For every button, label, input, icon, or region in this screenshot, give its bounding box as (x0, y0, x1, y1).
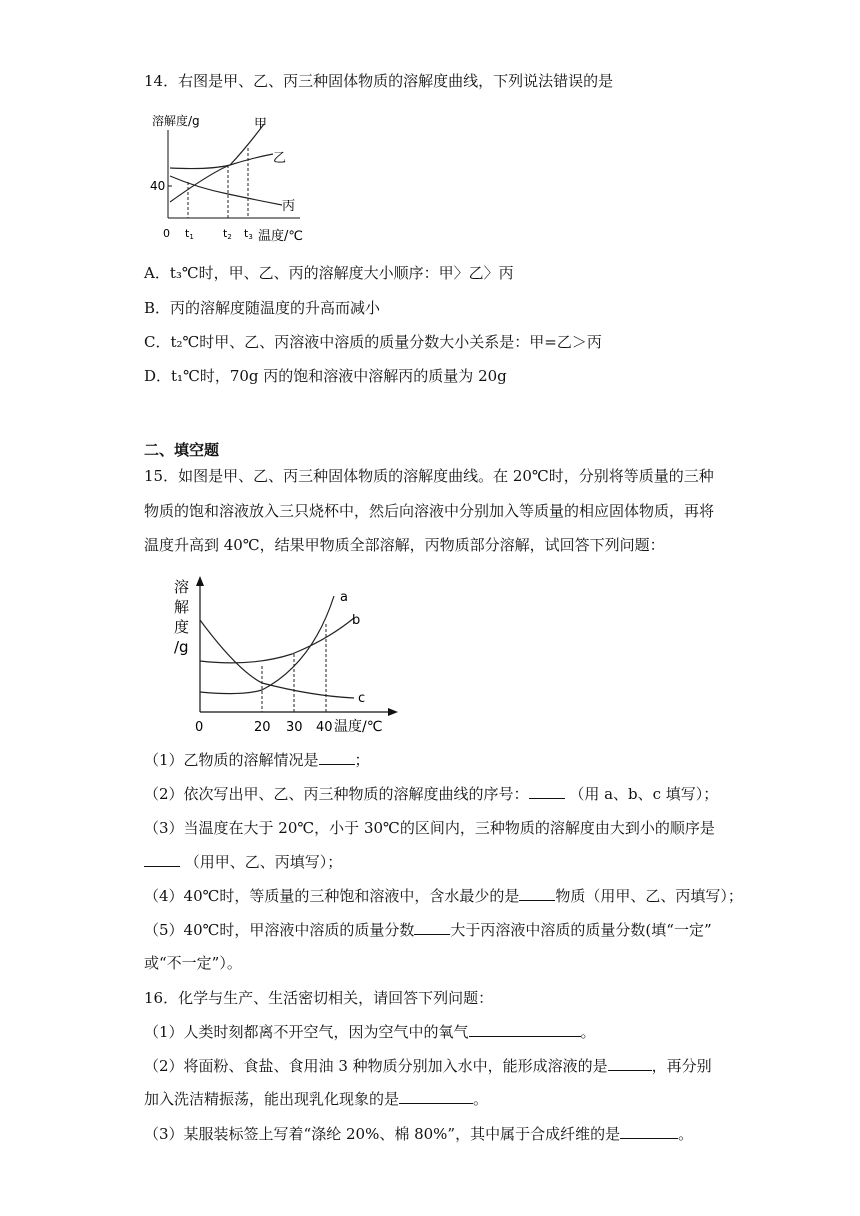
curve-c (200, 620, 354, 698)
answer-blank[interactable] (319, 750, 355, 765)
answer-blank[interactable] (144, 852, 180, 867)
answer-blank[interactable] (529, 784, 565, 799)
option-d: D．t₁℃时，70g 丙的饱和溶液中溶解丙的质量为 20g (144, 367, 507, 385)
x-tick-20: 20 (254, 720, 271, 735)
q15-sub-5-line-1: （5）40℃时，甲溶液中溶质的质量分数 大于丙溶液中溶质的质量分数(填“一定” (144, 921, 712, 939)
curve-label-yi: 乙 (273, 151, 287, 166)
y-tick-40: 40 (150, 179, 166, 193)
q15-sub-4: （4）40℃时，等质量的三种饱和溶液中，含水最少的是 物质（用甲、乙、丙填写）； (144, 887, 743, 905)
x-tick-t2: t2 (223, 227, 232, 241)
curve-yi (170, 154, 273, 169)
option-c: C．t₂℃时甲、乙、丙溶液中溶质的质量分数大小关系是：甲=乙＞丙 (144, 333, 602, 351)
answer-blank[interactable] (620, 1124, 678, 1139)
q15-sub-1: （1）乙物质的溶解情况是 ； (144, 751, 370, 769)
y-label-char-1: 溶 (174, 578, 190, 596)
answer-blank[interactable] (414, 920, 450, 935)
option-a: A．t₃℃时，甲、乙、丙的溶解度大小顺序：甲〉乙〉丙 (144, 264, 514, 282)
y-label-char-3: 度 (174, 618, 190, 636)
y-axis-arrow (196, 576, 204, 586)
q15-sub-3-line-1: （3）当温度在大于 20℃，小于 30℃的区间内，三种物质的溶解度由大到小的顺序是 (144, 819, 715, 837)
question-15-line-1: 15．如图是甲、乙、丙三种固体物质的溶解度曲线。在 20℃时，分别将等质量的三种 (144, 467, 714, 485)
x-tick-40: 40 (316, 720, 333, 735)
curve-label-bing: 丙 (282, 199, 296, 214)
y-label-char-4: /g (174, 638, 189, 656)
x-tick-30: 30 (286, 720, 303, 735)
section-heading: 二、填空题 (144, 441, 220, 459)
curve-b (200, 618, 354, 663)
curve-jia (170, 124, 264, 202)
question-14-stem: 14．右图是甲、乙、丙三种固体物质的溶解度曲线，下列说法错误的是 (144, 72, 614, 90)
x-tick-t1: t1 (185, 227, 194, 241)
question-16-stem: 16．化学与生产、生活密切相关，请回答下列问题： (144, 989, 494, 1007)
q16-sub-1: （1）人类时刻都离不开空气，因为空气中的氧气 。 (144, 1023, 596, 1041)
curve-label-a: a (340, 590, 348, 605)
answer-blank[interactable] (519, 886, 555, 901)
answer-blank[interactable] (469, 1022, 581, 1037)
x-axis-label: 温度/℃ (258, 229, 303, 244)
question-15-line-3: 温度升高到 40℃，结果甲物质全部溶解，丙物质部分溶解，试回答下列问题： (144, 536, 665, 554)
answer-blank[interactable] (608, 1056, 652, 1071)
y-label-char-2: 解 (174, 598, 190, 616)
x-axis-label: 温度/℃ (334, 719, 383, 735)
origin-label: 0 (163, 227, 170, 240)
question-15-line-2: 物质的饱和溶液放入三只烧杯中，然后向溶液中分别加入等质量的相应固体物质，再将 (144, 502, 715, 520)
curve-label-jia: 甲 (254, 117, 268, 132)
x-axis-arrow (388, 708, 398, 716)
q15-sub-5-line-2: 或“不一定”）。 (144, 954, 242, 972)
solubility-figure-15 (162, 572, 402, 742)
q16-sub-2-line-1: （2）将面粉、食盐、食用油 3 种物质分别加入水中，能形成溶液的是 ，再分别 (144, 1057, 712, 1075)
curve-label-b: b (352, 613, 361, 628)
curve-label-c: c (358, 691, 366, 706)
answer-blank[interactable] (399, 1089, 473, 1104)
y-axis-label: 溶解度/g (152, 114, 200, 128)
q15-sub-2: （2）依次写出甲、乙、丙三种物质的溶解度曲线的序号： （用 a、b、c 填写）； (144, 785, 719, 803)
q16-sub-3: （3）某服装标签上写着“涤纶 20%、棉 80%”，其中属于合成纤维的是 。 (144, 1125, 694, 1143)
q16-sub-2-line-2: 加入洗洁精振荡，能出现乳化现象的是 。 (144, 1090, 489, 1108)
option-b: B．丙的溶解度随温度的升高而减小 (144, 299, 381, 317)
q15-sub-3-line-2: （用甲、乙、丙填写）； (144, 852, 342, 872)
x-tick-t3: t3 (244, 227, 253, 241)
origin-label: 0 (195, 720, 204, 735)
solubility-figure-14 (140, 110, 310, 250)
